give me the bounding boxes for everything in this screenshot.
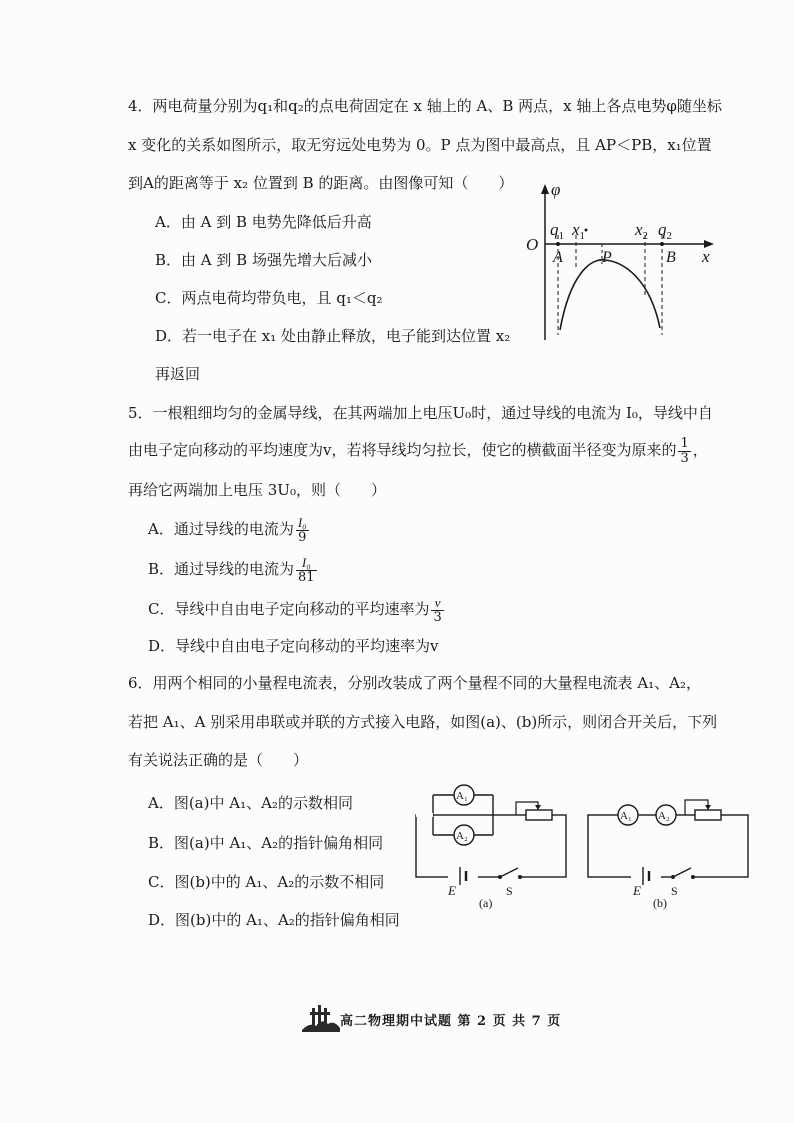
svg-text:A₁: A₁ bbox=[620, 810, 632, 822]
q6-option-d: D．图(b)中的 A₁、A₂的指针偏角相同 bbox=[148, 911, 400, 929]
i0-over-9: $\frac{\text{I₀}}{9}$ bbox=[297, 514, 307, 545]
q4-option-d-cont: 再返回 bbox=[155, 365, 201, 383]
circuit-b bbox=[583, 780, 763, 910]
q6-stem-line-1: 6．用两个相同的小量程电流表，分别改装成了两个量程不同的大量程电流表 A₁、A₂， bbox=[128, 674, 702, 692]
circuit-b-caption: (b) bbox=[653, 896, 667, 910]
v-over-3: $\frac{v}{3}$ bbox=[433, 594, 442, 625]
point-b-dot bbox=[660, 242, 664, 246]
circuit-a-caption: (a) bbox=[479, 896, 493, 910]
q6-stem-line-2: 若把 A₁、A 别采用串联或并联的方式接入电路，如图(a)、(b)所示，则闭合开关后，下列 bbox=[128, 713, 718, 731]
q6-option-b: B．图(a)中 A₁、A₂的指针偏角相同 bbox=[148, 834, 384, 852]
q6-option-a: A．图(a)中 A₁、A₂的示数相同 bbox=[148, 794, 353, 812]
q4-option-d: D．若一电子在 x₁ 处由静止释放，电子能到达位置 x₂ bbox=[155, 327, 511, 345]
svg-text:A₂: A₂ bbox=[456, 830, 468, 842]
svg-text:A₂: A₂ bbox=[658, 810, 670, 822]
point-a-label: A bbox=[553, 249, 563, 266]
q4-stem-line-1: 4．两电荷量分别为q₁和q₂的点电荷固定在 x 轴上的 A、B 两点，x 轴上各点电势φ随坐标 bbox=[128, 97, 722, 115]
q4-option-b: B．由 A 到 B 场强先增大后减小 bbox=[155, 251, 372, 269]
q4-option-c: C．两点电荷均带负电，且 q₁＜q₂ bbox=[155, 289, 383, 307]
q6-stem-line-3: 有关说法正确的是（ ） bbox=[128, 751, 309, 769]
q5-stem-line-2: 由电子定向移动的平均速度为v，若将导线均匀拉长，使它的横截面半径变为原来的 $\frac{1}{3}$ ， bbox=[128, 435, 708, 466]
q5-option-b: B．通过导线的电流为 $\frac{\text{I₀}}{81}$ bbox=[148, 554, 315, 585]
q4-stem-line-3: 到A的距离等于 x₂ 位置到 B 的距离。由图像可知（ ） bbox=[128, 174, 514, 192]
q2-label: $q_2$ bbox=[658, 220, 672, 242]
q5-option-c: C．导线中自由电子定向移动的平均速率为 $\frac{v}{3}$ bbox=[148, 594, 442, 625]
svg-text:A₁: A₁ bbox=[456, 790, 468, 802]
q4-stem-line-2: x 变化的关系如图所示，取无穷远处电势为 0。P 点为图中最高点，且 AP＜PB，x₁位置 bbox=[128, 136, 712, 154]
potential-graph bbox=[520, 180, 720, 355]
x2-label: $x_2$ bbox=[635, 220, 649, 242]
circuit-a-outer-wire bbox=[416, 815, 566, 877]
x-axis-label: x bbox=[702, 247, 710, 266]
origin-label: O bbox=[526, 235, 539, 254]
q6-option-c: C．图(b)中的 A₁、A₂的示数不相同 bbox=[148, 873, 385, 891]
q5-option-d: D．导线中自由电子定向移动的平均速率为v bbox=[148, 637, 439, 655]
point-a-dot bbox=[556, 242, 560, 246]
circuit-a bbox=[408, 780, 578, 910]
phi-axis-arrow bbox=[541, 184, 549, 194]
q5-option-a: A．通过导线的电流为 $\frac{\text{I₀}}{9}$ bbox=[148, 514, 307, 545]
point-b-label: B bbox=[666, 249, 676, 266]
q1-label: $q_1$ bbox=[550, 220, 564, 242]
x1-label: $x_1$ bbox=[572, 220, 586, 242]
page-footer: 高二物理期中试题 第 2 页 共 7 页 bbox=[340, 1014, 562, 1029]
rheostat-a bbox=[526, 810, 552, 820]
svg-text:S: S bbox=[671, 884, 678, 898]
svg-text:E: E bbox=[633, 883, 641, 898]
svg-text:E: E bbox=[448, 883, 456, 898]
one-third-fraction: $\frac{1}{3}$ bbox=[680, 435, 689, 466]
q5-stem-line-3: 再给它两端加上电压 3U₀，则（ ） bbox=[128, 481, 386, 499]
rheostat-b bbox=[695, 810, 721, 820]
i0-over-81: $\frac{\text{I₀}}{81}$ bbox=[298, 554, 315, 585]
point-p-label: P bbox=[602, 249, 612, 266]
phi-label: φ bbox=[551, 180, 561, 199]
stamp-logo bbox=[300, 1000, 342, 1034]
q5-stem-line-2-text: 由电子定向移动的平均速度为v，若将导线均匀拉长，使它的横截面半径变为原来的 bbox=[128, 441, 677, 459]
q5-stem-line-1: 5．一根粗细均匀的金属导线，在其两端加上电压U₀时，通过导线的电流为 I₀，导线中自 bbox=[128, 404, 713, 422]
svg-text:S: S bbox=[506, 884, 513, 898]
q4-option-a: A．由 A 到 B 电势先降低后升高 bbox=[155, 213, 372, 231]
